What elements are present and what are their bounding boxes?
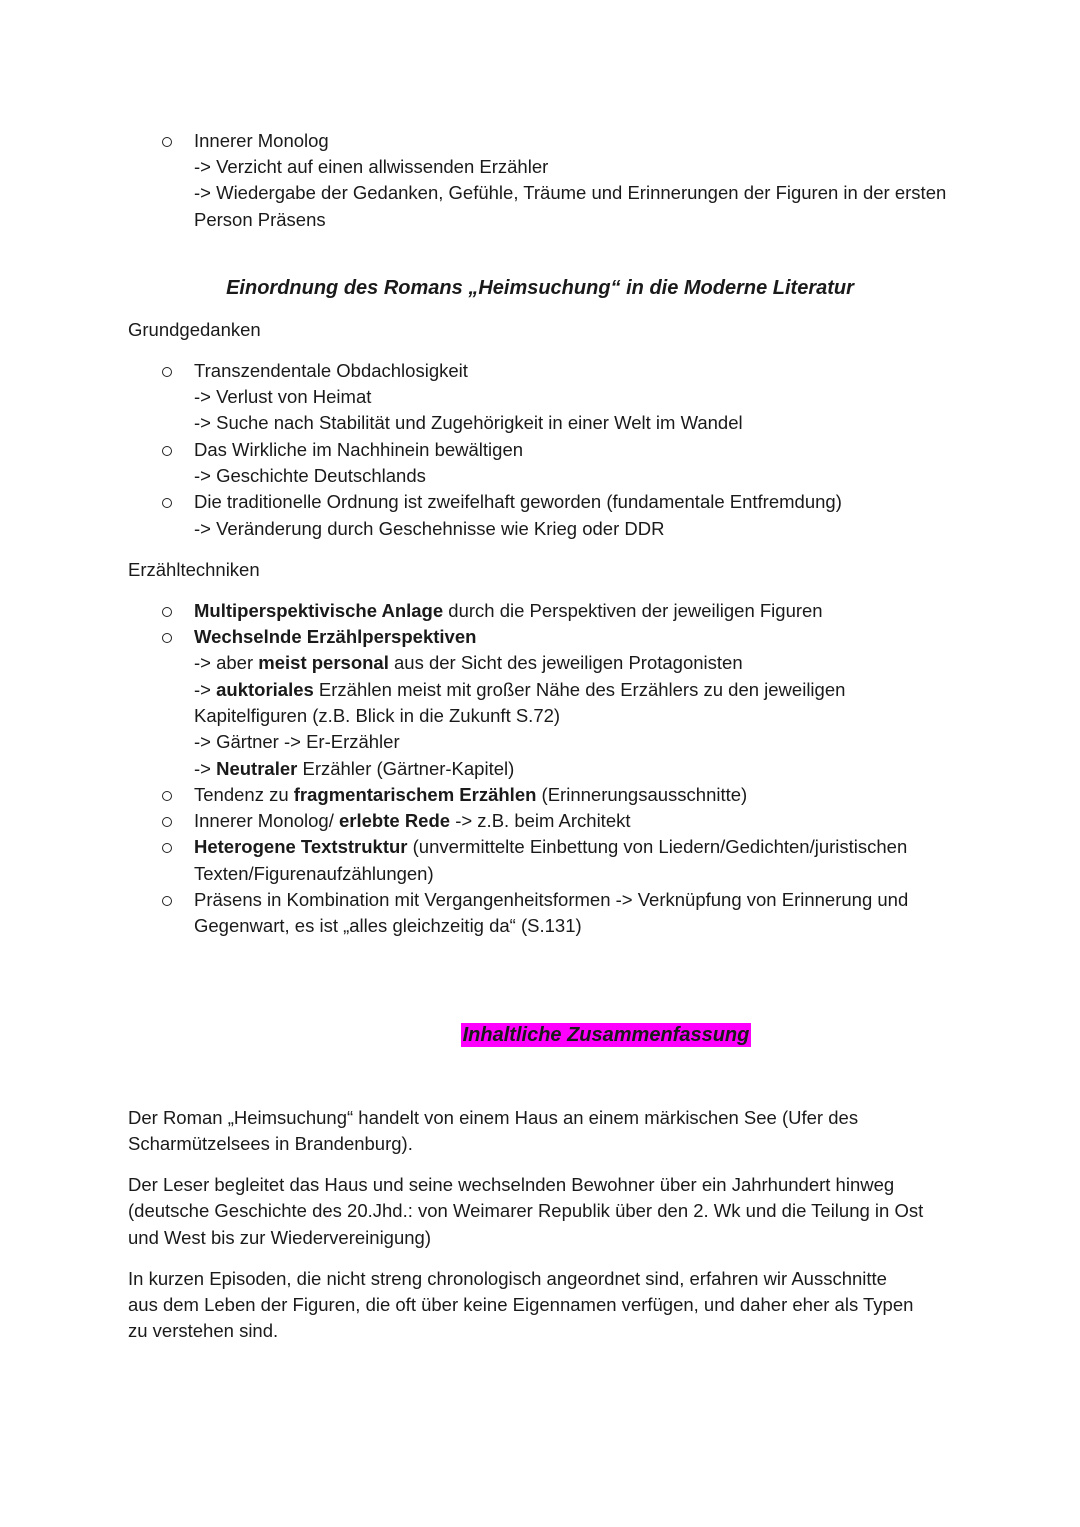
bullet-icon: [162, 607, 172, 617]
list-item: Multiperspektivische Anlage durch die Perspektiven der jeweiligen Figuren: [194, 600, 823, 621]
paragraph-line: Scharmützelsees in Brandenburg).: [128, 1133, 413, 1154]
list-item-line: Texten/Figurenaufzählungen): [194, 863, 434, 884]
list-item-line: -> Wiedergabe der Gedanken, Gefühle, Träume und Erinnerungen der Figuren in der ersten: [194, 182, 947, 203]
bullet-icon: [162, 498, 172, 508]
list-item-line: -> Geschichte Deutschlands: [194, 465, 426, 486]
bullet-icon: [162, 896, 172, 906]
subsection-label: Erzähltechniken: [128, 559, 260, 580]
list-item-line: Gegenwart, es ist „alles gleichzeitig da“ (S.131): [194, 915, 582, 936]
list-item-line: -> Verlust von Heimat: [194, 386, 372, 407]
bullet-icon: [162, 367, 172, 377]
list-item: Innerer Monolog/ erlebte Rede -> z.B. beim Architekt: [194, 810, 631, 831]
paragraph-line: (deutsche Geschichte des 20.Jhd.: von Weimarer Republik über den 2. Wk und die Teilung in Ost: [128, 1200, 924, 1221]
subsection-label: Grundgedanken: [128, 319, 261, 340]
list-item-title: Das Wirkliche im Nachhinein bewältigen: [194, 439, 524, 460]
paragraph-line: In kurzen Episoden, die nicht streng chronologisch angeordnet sind, erfahren wir Ausschnitte: [128, 1268, 887, 1289]
bullet-icon: [162, 791, 172, 801]
list-item-title: Wechselnde Erzählperspektiven: [194, 626, 477, 647]
list-item-title: Die traditionelle Ordnung ist zweifelhaft geworden (fundamentale Entfremdung): [194, 491, 842, 512]
list-item-line: -> auktoriales Erzählen meist mit großer Nähe des Erzählers zu den jeweiligen: [194, 679, 846, 700]
section-heading-highlighted: Inhaltliche Zusammenfassung: [462, 1024, 750, 1046]
bullet-icon: [162, 843, 172, 853]
list-item-line: -> Neutraler Erzähler (Gärtner-Kapitel): [194, 758, 515, 779]
bullet-icon: [162, 817, 172, 827]
bullet-icon: [162, 446, 172, 456]
bullet-icon: [162, 137, 172, 147]
list-item-line: -> Gärtner -> Er-Erzähler: [194, 731, 400, 752]
list-item: Tendenz zu fragmentarischem Erzählen (Erinnerungsausschnitte): [194, 784, 748, 805]
list-item-line: Präsens in Kombination mit Vergangenheitsformen -> Verknüpfung von Erinnerung und: [194, 889, 909, 910]
list-item-line: -> Veränderung durch Geschehnisse wie Krieg oder DDR: [194, 518, 665, 539]
list-item-line: -> aber meist personal aus der Sicht des jeweiligen Protagonisten: [194, 652, 743, 673]
paragraph-line: und West bis zur Wiedervereinigung): [128, 1227, 431, 1248]
list-item-title: Innerer Monolog: [194, 130, 329, 151]
list-item-line: -> Verzicht auf einen allwissenden Erzähler: [194, 156, 549, 177]
paragraph-line: Der Roman „Heimsuchung“ handelt von einem Haus an einem märkischen See (Ufer des: [128, 1107, 859, 1128]
list-item-line: -> Suche nach Stabilität und Zugehörigkeit in einer Welt im Wandel: [194, 412, 743, 433]
paragraph-line: Der Leser begleitet das Haus und seine wechselnden Bewohner über ein Jahrhundert hinweg: [128, 1174, 895, 1195]
list-item-title: Transzendentale Obdachlosigkeit: [194, 360, 468, 381]
bullet-icon: [162, 633, 172, 643]
list-item-line: Kapitelfiguren (z.B. Blick in die Zukunft S.72): [194, 705, 561, 726]
section-heading: Einordnung des Romans „Heimsuchung“ in die Moderne Literatur: [226, 277, 854, 299]
list-item-line: Person Präsens: [194, 209, 326, 230]
list-item: Heterogene Textstruktur (unvermittelte Einbettung von Liedern/Gedichten/juristischen: [194, 836, 908, 857]
paragraph-line: zu verstehen sind.: [128, 1320, 279, 1341]
paragraph-line: aus dem Leben der Figuren, die oft über keine Eigennamen verfügen, und daher eher als Typen: [128, 1294, 914, 1315]
